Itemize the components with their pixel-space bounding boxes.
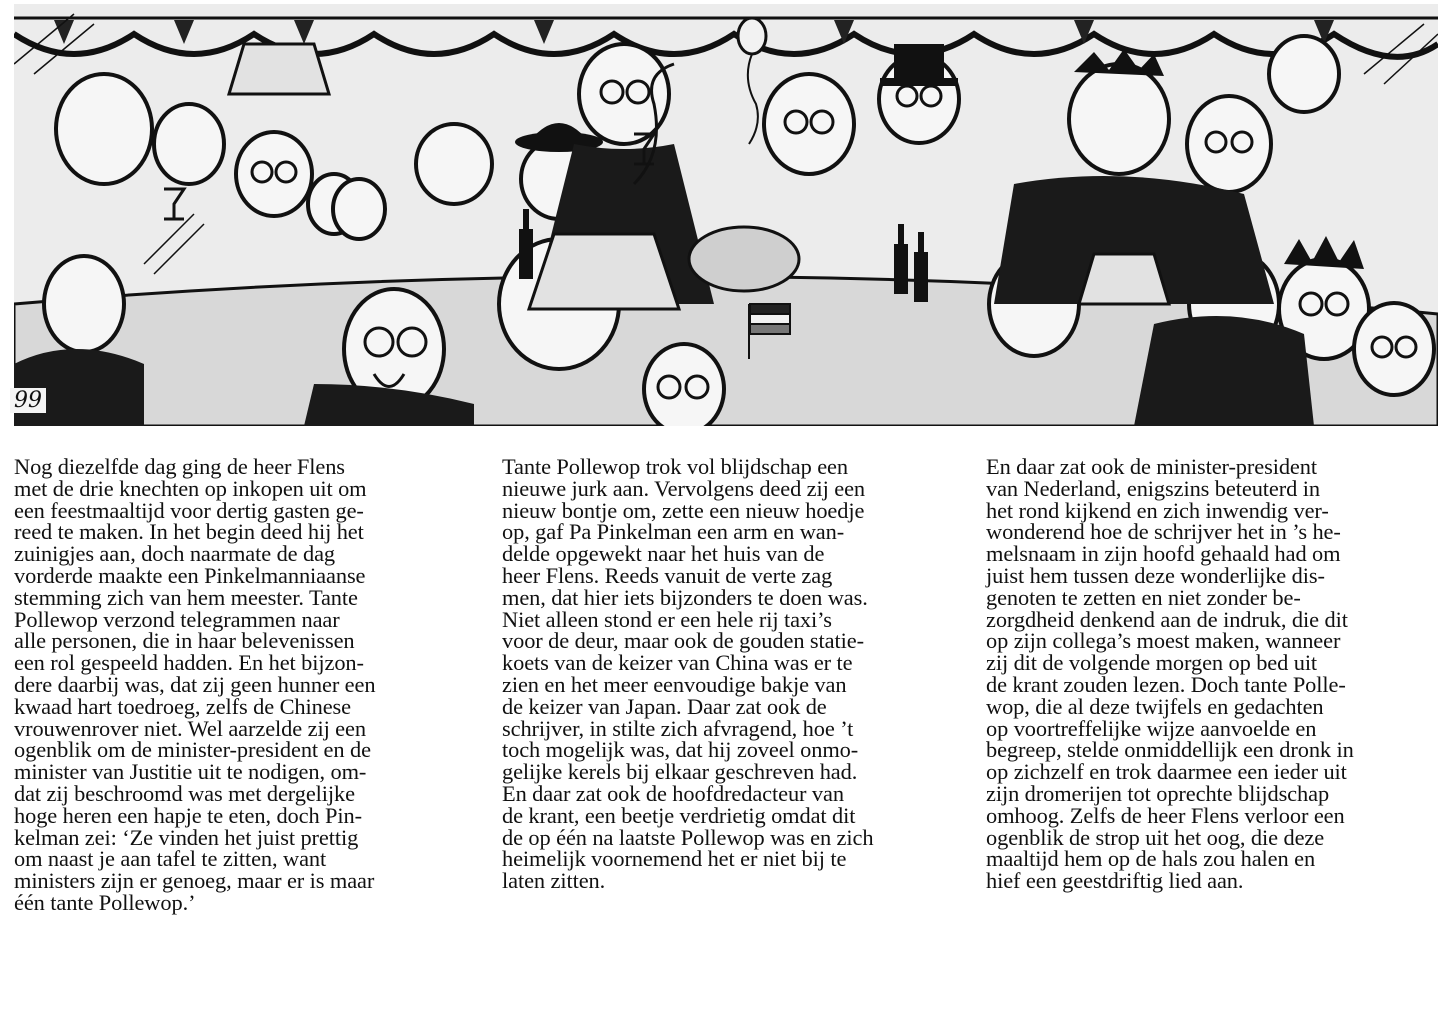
text-line: heimelijk voornemend het er niet bij te bbox=[502, 846, 847, 872]
text-line: dat zij beschroomd was met dergelijke bbox=[14, 780, 355, 806]
text-line: wop, die al deze twijfels en gedachten bbox=[986, 693, 1324, 719]
text-line: ministers zijn er genoeg, maar er is maar bbox=[14, 868, 375, 894]
text-line: het rond kijkend en zich inwendig ver- bbox=[986, 497, 1329, 523]
text-line: een feestmaaltijd voor dertig gasten ge- bbox=[14, 497, 364, 523]
text-line: om naast je aan tafel te zitten, want bbox=[14, 846, 327, 872]
text-line: wonderend hoe de schrijver het in ’s he- bbox=[986, 519, 1341, 545]
text-line: minister van Justitie uit te nodigen, om- bbox=[14, 759, 367, 785]
text-line: omhoog. Zelfs de heer Flens verloor een bbox=[986, 802, 1345, 828]
text-line: stemming zich van hem meester. Tante bbox=[14, 584, 358, 610]
text-line: nieuw bontje om, zette een nieuw hoedje bbox=[502, 497, 865, 523]
page-number: 99 bbox=[10, 388, 46, 413]
text-line: nieuwe jurk aan. Vervolgens deed zij een bbox=[502, 475, 866, 501]
text-line: op zichzelf en trok daarmee een ieder uit bbox=[986, 759, 1347, 785]
text-line: kwaad hart toedroeg, zelfs de Chinese bbox=[14, 693, 352, 719]
text-line: kelman zei: ‘Ze vinden het juist prettig bbox=[14, 824, 359, 850]
text-line: genoten te zetten en niet zonder be- bbox=[986, 584, 1301, 610]
text-line: Niet alleen stond er een hele rij taxi’s bbox=[502, 606, 832, 632]
text-line: heer Flens. Reeds vanuit de verte zag bbox=[502, 562, 833, 588]
text-column-3 bbox=[986, 456, 1441, 892]
text-line: één tante Pollewop.’ bbox=[14, 889, 196, 915]
text-line: En daar zat ook de hoofdredacteur van bbox=[502, 780, 844, 806]
text-line: de op één na laatste Pollewop was en zich bbox=[502, 824, 874, 850]
text-line: zuinigjes aan, doch naarmate de dag bbox=[14, 541, 336, 567]
text-line: op zijn collega’s moest maken, wanneer bbox=[986, 628, 1341, 654]
text-line: koets van de keizer van China was er te bbox=[502, 650, 853, 676]
text-line: Pollewop verzond telegrammen naar bbox=[14, 606, 340, 632]
text-line: Nog diezelfde dag ging de heer Flens bbox=[14, 454, 345, 479]
text-line: Tante Pollewop trok vol blijdschap een bbox=[502, 454, 848, 479]
text-line: hoge heren een hapje te eten, doch Pin- bbox=[14, 802, 362, 828]
text-line: een rol gespeeld hadden. En het bijzon- bbox=[14, 650, 364, 676]
text-line: schrijver, in stilte zich afvragend, hoe ’t bbox=[502, 715, 854, 741]
text-line: dere daarbij was, dat zij geen hunner een bbox=[14, 671, 376, 697]
text-line: met de drie knechten op inkopen uit om bbox=[14, 475, 367, 501]
text-line: En daar zat ook de minister-president bbox=[986, 454, 1317, 479]
text-line: alle personen, die in haar belevenissen bbox=[14, 628, 355, 654]
text-line: ogenblik de strop uit het oog, die deze bbox=[986, 824, 1325, 850]
text-line: van Nederland, enigszins beteuterd in bbox=[986, 475, 1320, 501]
text-column-2 bbox=[502, 456, 972, 892]
text-line: reed te maken. In het begin deed hij het bbox=[14, 519, 364, 545]
text-line: zijn dromerijen tot oprechte blijdschap bbox=[986, 780, 1330, 806]
text-line: delde opgewekt naar het huis van de bbox=[502, 541, 825, 567]
text-line: op, gaf Pa Pinkelman een arm en wan- bbox=[502, 519, 845, 545]
text-line: men, dat hier iets bijzonders te doen was. bbox=[502, 584, 868, 610]
text-line: begreep, stelde onmiddellijk een dronk in bbox=[986, 737, 1354, 763]
text-line: laten zitten. bbox=[502, 868, 606, 894]
text-line: melsnaam in zijn hoofd gehaald had om bbox=[986, 541, 1341, 567]
text-line: vorderde maakte een Pinkelmanniaanse bbox=[14, 562, 366, 588]
text-column-1 bbox=[14, 456, 484, 914]
text-line: de keizer van Japan. Daar zat ook de bbox=[502, 693, 827, 719]
text-line: zorgdheid denkend aan de indruk, die dit bbox=[986, 606, 1348, 632]
text-line: zij dit de volgende morgen op bed uit bbox=[986, 650, 1318, 676]
text-line: ogenblik om de minister-president en de bbox=[14, 737, 371, 763]
text-line: op voortreffelijke wijze aanvoelde en bbox=[986, 715, 1317, 741]
text-line: hief een geestdriftig lied aan. bbox=[986, 868, 1244, 894]
text-line: maaltijd hem op de hals zou halen en bbox=[986, 846, 1316, 872]
text-line: gelijke kerels bij elkaar geschreven had. bbox=[502, 759, 858, 785]
text-line: de krant, een beetje verdrietig omdat dit bbox=[502, 802, 856, 828]
text-line: toch mogelijk was, dat hij zoveel onmo- bbox=[502, 737, 859, 763]
banquet-scene-drawing bbox=[14, 4, 1438, 426]
text-line: juist hem tussen deze wonderlijke dis- bbox=[986, 562, 1325, 588]
text-line: zien en het meer eenvoudige bakje van bbox=[502, 671, 847, 697]
text-line: vrouwenrover niet. Wel aarzelde zij een bbox=[14, 715, 366, 741]
banquet-illustration bbox=[14, 4, 1438, 426]
text-line: de krant zouden lezen. Doch tante Polle- bbox=[986, 671, 1346, 697]
text-line: voor de deur, maar ook de gouden statie- bbox=[502, 628, 864, 654]
